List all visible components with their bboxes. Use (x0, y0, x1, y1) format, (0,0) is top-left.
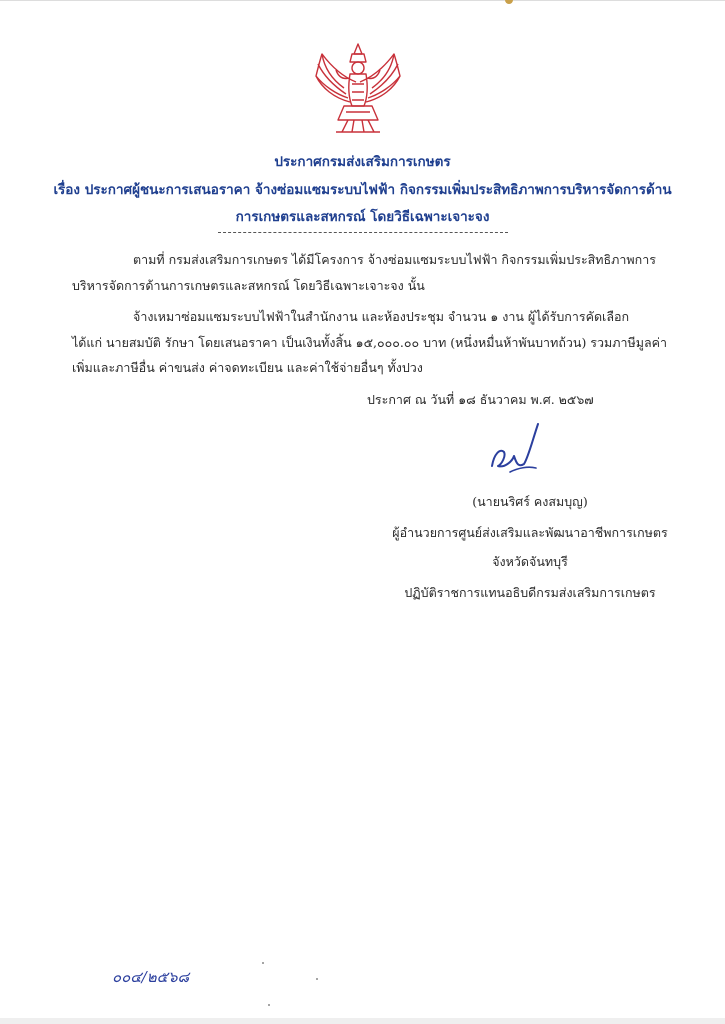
garuda-emblem-icon (308, 40, 408, 136)
paragraph-1-line-1: ตามที่ กรมส่งเสริมการเกษตร ได้มีโครงการ จ้างซ่อมแซมระบบไฟฟ้า กิจกรรมเพิ่มประสิทธิภาพการ (133, 252, 656, 267)
paragraph-1-line-2: บริหารจัดการด้านการเกษตรและสหกรณ์ โดยวิธีเฉพาะเจาะจง นั้น (72, 278, 425, 293)
scan-speck (316, 978, 318, 980)
subject-line-2: การเกษตรและสหกรณ์ โดยวิธีเฉพาะเจาะจง (235, 209, 490, 225)
signatory-position-3: ปฏิบัติราชการแทนอธิบดีกรมส่งเสริมการเกษตร (404, 585, 656, 600)
svg-text:๐๐๔/๒๕๖๘: ๐๐๔/๒๕๖๘ (112, 968, 190, 986)
dashed-divider (218, 232, 508, 233)
issue-date: ประกาศ ณ วันที่ ๑๘ ธันวาคม พ.ศ. ๒๕๖๗ (367, 392, 594, 407)
subject-line-1: เรื่อง ประกาศผู้ชนะการเสนอราคา จ้างซ่อมแซมระบบไฟฟ้า กิจกรรมเพิ่มประสิทธิภาพการบริหารจัดการด้าน (53, 182, 672, 198)
scan-speck (268, 1004, 270, 1006)
paragraph-2-line-2: ได้แก่ นายสมบัติ รักษา โดยเสนอราคา เป็นเงินทั้งสิ้น ๑๕,๐๐๐.๐๐ บาท (หนึ่งหมื่นห้าพันบาทถ้วน) รวมภาษีมูลค่า (72, 335, 668, 350)
handwritten-signature (484, 418, 544, 476)
signatory-position-1: ผู้อำนวยการศูนย์ส่งเสริมและพัฒนาอาชีพการเกษตร (392, 525, 668, 540)
handwritten-document-number (110, 962, 198, 990)
signatory-position-2: จังหวัดจันทบุรี (492, 554, 568, 569)
scan-speck (262, 962, 264, 964)
page-bottom-edge (0, 1018, 725, 1024)
signatory-name: (นายนริศร์ คงสมบุญ) (472, 494, 588, 509)
announcement-title: ประกาศกรมส่งเสริมการเกษตร (274, 154, 451, 170)
corner-mark (505, 0, 513, 4)
paragraph-2-line-1: จ้างเหมาซ่อมแซมระบบไฟฟ้าในสำนักงาน และห้องประชุม จำนวน ๑ งาน ผู้ได้รับการคัดเลือก (133, 309, 630, 324)
paragraph-2-line-3: เพิ่มและภาษีอื่น ค่าขนส่ง ค่าจดทะเบียน และค่าใช้จ่ายอื่นๆ ทั้งปวง (72, 360, 423, 375)
page-top-edge (0, 0, 725, 1)
